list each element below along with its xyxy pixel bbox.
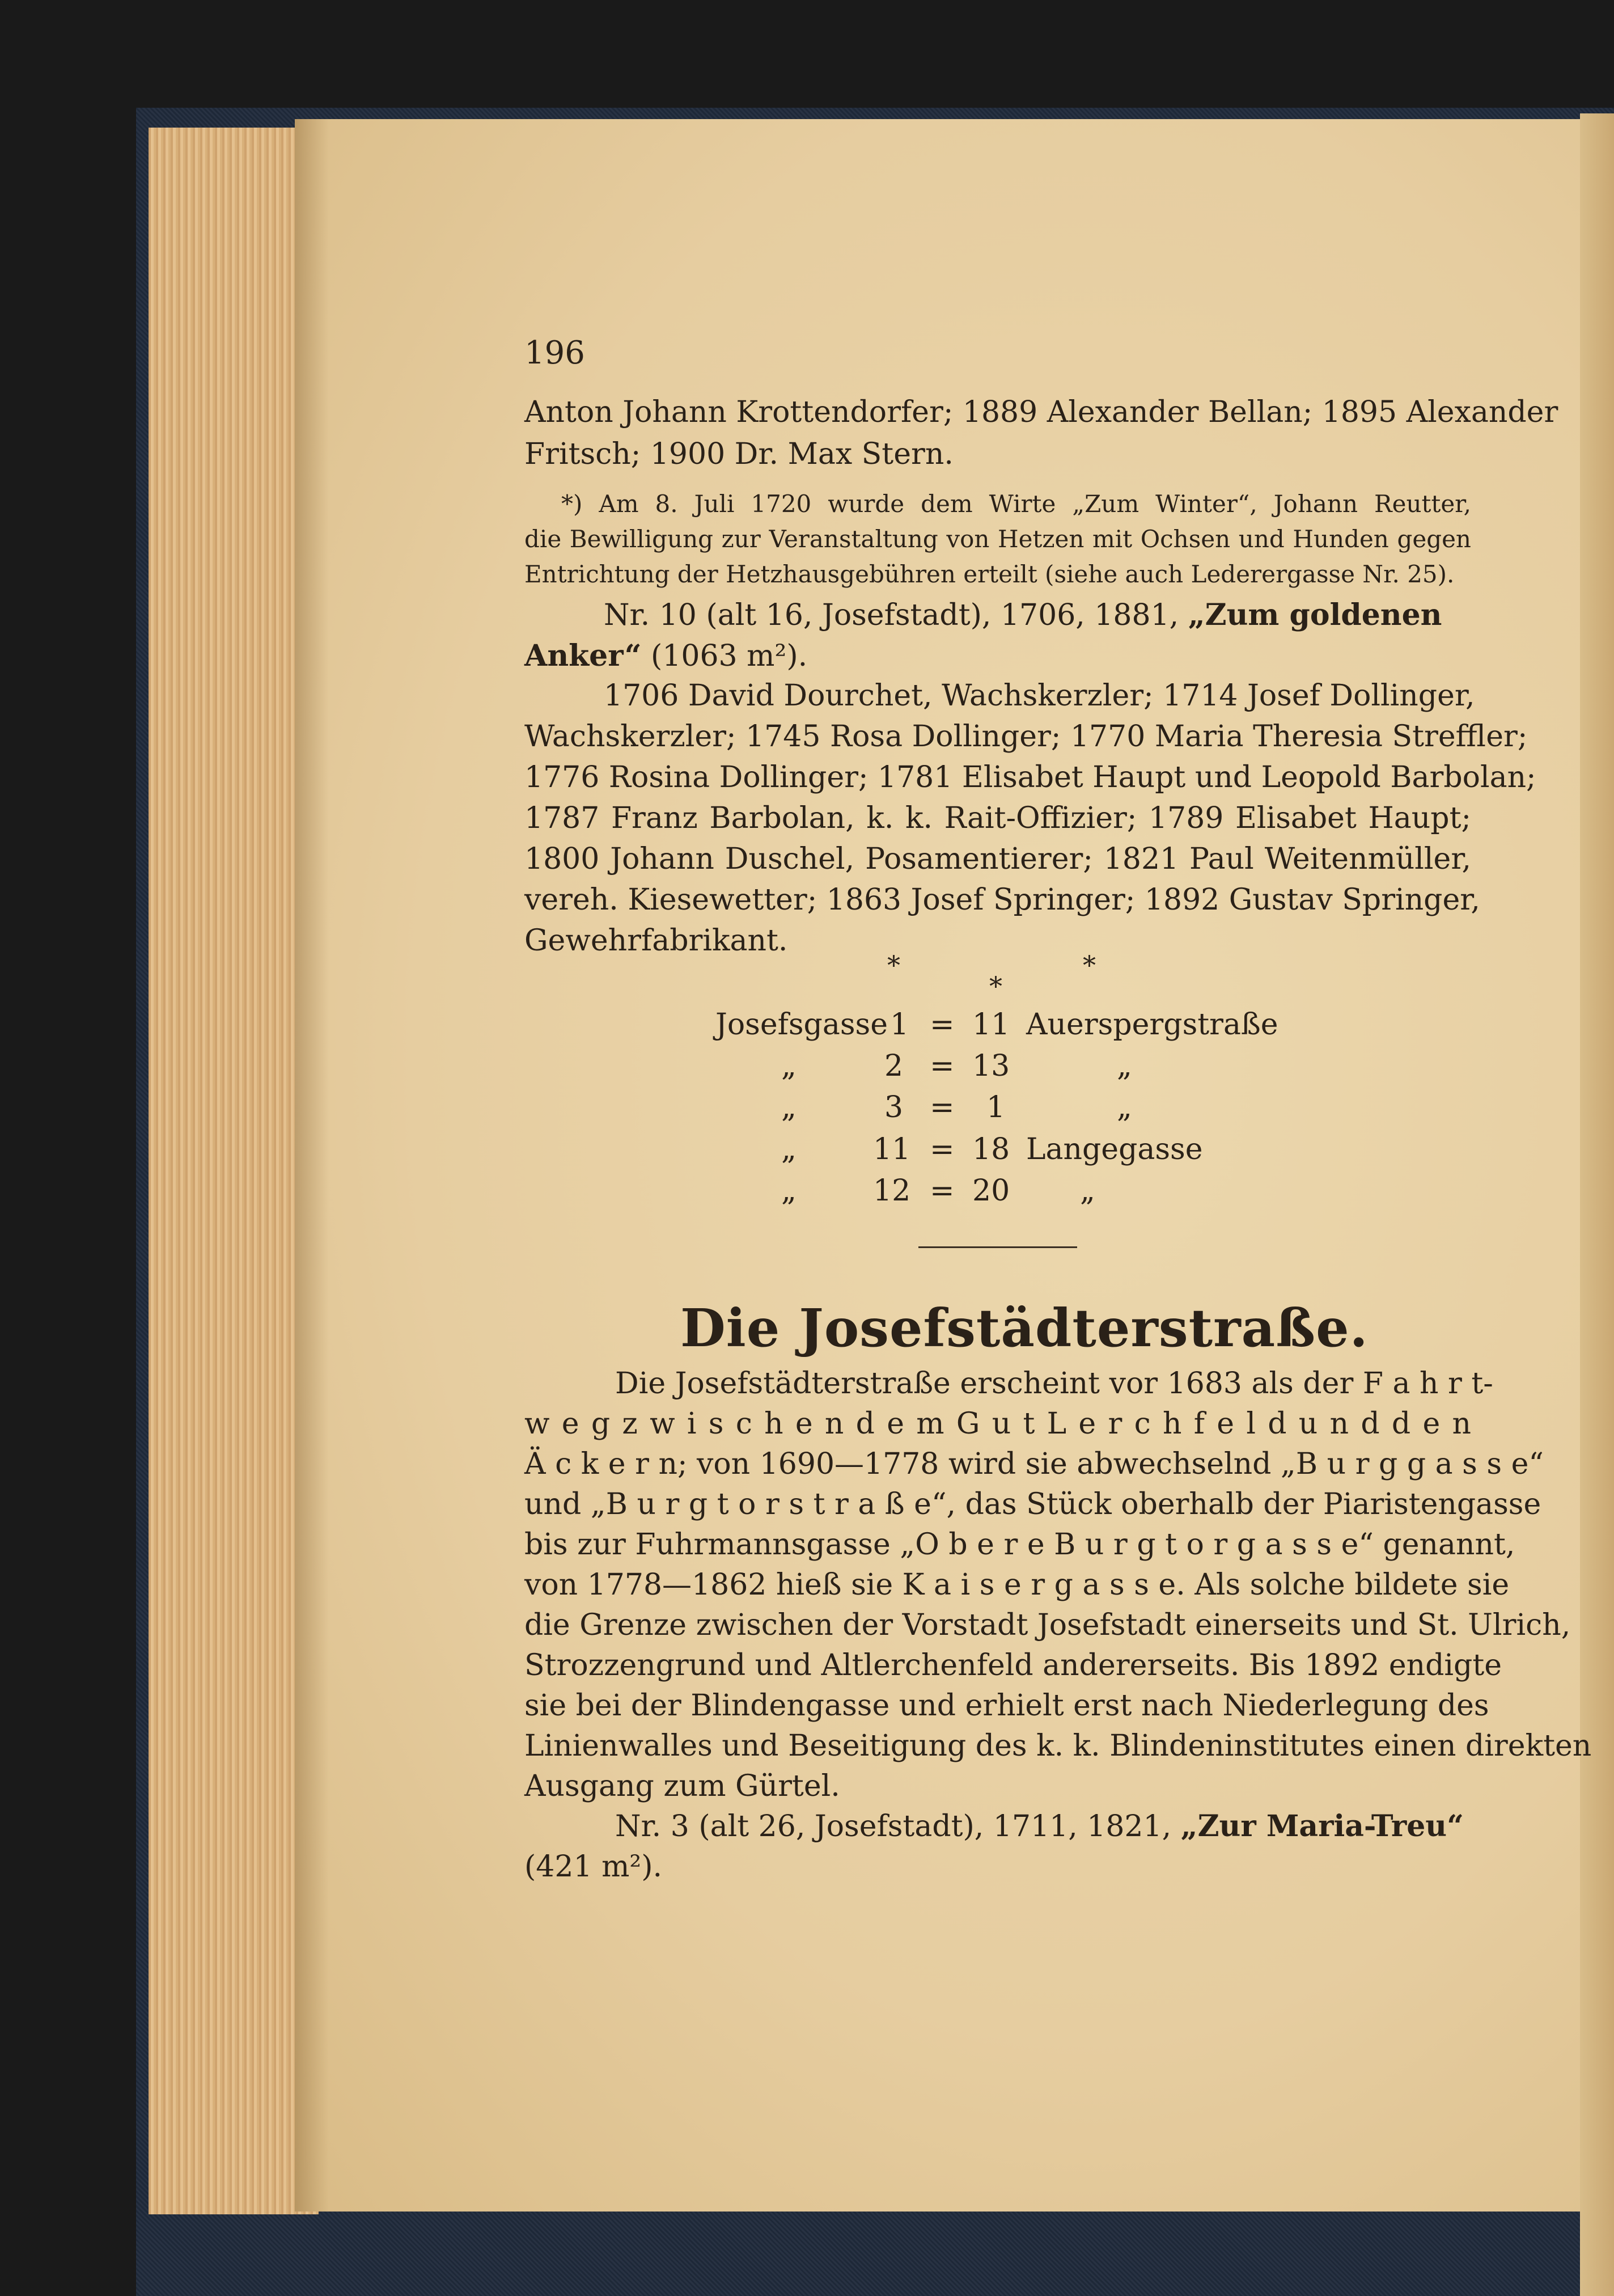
concordance-new-number: 20	[972, 1174, 1010, 1208]
body-line: von 1778—1862 hieß sie K a i s e r g a s s e. Als solche bildete sie	[524, 1568, 1510, 1602]
footnote-line: Entrichtung der Hetzhausgebühren erteilt (siehe auch Lederergasse Nr. 25).	[524, 560, 1455, 588]
owner-line: Gewehrfabrikant.	[524, 924, 788, 958]
body-line: Linienwalles und Beseitigung des k. k. Blindeninstitutes einen direkten	[524, 1729, 1592, 1763]
owner-line: vereh. Kiesewetter; 1863 Josef Springer; 1892 Gustav Springer,	[524, 883, 1480, 917]
concordance-target-street: Langegasse	[1026, 1132, 1203, 1166]
concordance-new-number: 18	[972, 1132, 1010, 1166]
body-line: Ä c k e r n; von 1690—1778 wird sie abwechselnd „B u r g g a s s e“	[524, 1447, 1544, 1481]
entry-nr3-house-name: „Zur Maria-Treu“	[1180, 1809, 1464, 1843]
concordance-equals: =	[930, 1090, 955, 1124]
entry-nr3-area: (421 m²).	[524, 1850, 663, 1884]
concordance-target-street: „	[1117, 1090, 1132, 1124]
concordance-equals: =	[930, 1049, 955, 1083]
concordance-target-street: „	[1080, 1174, 1095, 1208]
owner-line: 1800 Johann Duschel, Posamentierer; 1821 Paul Weitenmüller,	[524, 842, 1471, 876]
body-line: und „B u r g t o r s t r a ß e“, das Stück oberhalb der Piaristengasse	[524, 1487, 1541, 1521]
entry-nr10-area: (1063 m²).	[641, 639, 808, 673]
concordance-old-number: 12	[873, 1174, 911, 1208]
concordance-target-street: „	[1117, 1049, 1132, 1083]
owner-line: 1787 Franz Barbolan, k. k. Rait-Offizier; 1789 Elisabet Haupt;	[524, 801, 1471, 835]
section-divider	[918, 1246, 1077, 1248]
text-line: Fritsch; 1900 Dr. Max Stern.	[524, 437, 954, 471]
body-line: Die Josefstädterstraße erscheint vor 1683 als der F a h r t-	[615, 1367, 1493, 1401]
concordance-street: „	[781, 1090, 797, 1124]
concordance-equals: =	[930, 1132, 955, 1166]
concordance-old-number: 3	[884, 1090, 904, 1124]
concordance-equals: =	[930, 1174, 955, 1208]
body-line: sie bei der Blindengasse und erhielt erst nach Niederlegung des	[524, 1689, 1489, 1723]
concordance-old-number: 11	[873, 1132, 911, 1166]
entry-nr10-line1	[604, 595, 1442, 635]
section-heading: Die Josefstädterstraße.	[680, 1297, 1369, 1359]
separator-star: *	[887, 950, 900, 980]
text-line: Anton Johann Krottendorfer; 1889 Alexander Bellan; 1895 Alexander	[524, 395, 1558, 429]
concordance-street: „	[781, 1049, 797, 1083]
concordance-old-number: 1	[890, 1008, 909, 1042]
entry-nr3-prefix: Nr. 3 (alt 26, Josefstadt), 1711, 1821,	[615, 1809, 1181, 1843]
entry-nr10-prefix: Nr. 10 (alt 16, Josefstadt), 1706, 1881,	[604, 598, 1188, 632]
concordance-equals: =	[930, 1008, 955, 1042]
concordance-street: „	[781, 1132, 797, 1166]
concordance-new-number: 1	[986, 1090, 1006, 1124]
owner-line: 1706 David Dourchet, Wachskerzler; 1714 Josef Dollinger,	[604, 679, 1475, 713]
body-line: Ausgang zum Gürtel.	[524, 1769, 840, 1803]
body-line: Strozzengrund und Altlerchenfeld andererseits. Bis 1892 endigte	[524, 1648, 1502, 1682]
entry-nr10-house-name-end: Anker“	[524, 639, 642, 673]
separator-star: *	[1083, 950, 1096, 980]
concordance-target-street: Auerspergstraße	[1026, 1008, 1278, 1042]
body-line: die Grenze zwischen der Vorstadt Josefstadt einerseits und St. Ulrich,	[524, 1608, 1571, 1642]
entry-nr10-line2	[524, 636, 807, 676]
concordance-street: Josefsgasse	[715, 1008, 888, 1042]
owner-line: Wachskerzler; 1745 Rosa Dollinger; 1770 Maria Theresia Streffler;	[524, 720, 1528, 754]
concordance-street: „	[781, 1174, 797, 1208]
entry-nr3-line1	[615, 1807, 1464, 1846]
separator-star: *	[989, 971, 1002, 1001]
entry-nr10-house-name: „Zum goldenen	[1188, 598, 1442, 632]
concordance-old-number: 2	[884, 1049, 904, 1083]
footnote-line: die Bewilligung zur Veranstaltung von Hetzen mit Ochsen und Hunden gegen	[524, 525, 1471, 553]
footnote-line: *) Am 8. Juli 1720 wurde dem Wirte „Zum Winter“, Johann Reutter,	[561, 490, 1471, 518]
body-line: w e g z w i s c h e n d e m G u t L e r c h f e l d u n d d e n	[524, 1407, 1471, 1441]
concordance-new-number: 13	[972, 1049, 1010, 1083]
concordance-new-number: 11	[972, 1008, 1010, 1042]
body-line: bis zur Fuhrmannsgasse „O b e r e B u r g t o r g a s s e“ genannt,	[524, 1528, 1515, 1562]
owner-line: 1776 Rosina Dollinger; 1781 Elisabet Haupt und Leopold Barbolan;	[524, 760, 1536, 794]
page-number: 196	[524, 335, 585, 371]
